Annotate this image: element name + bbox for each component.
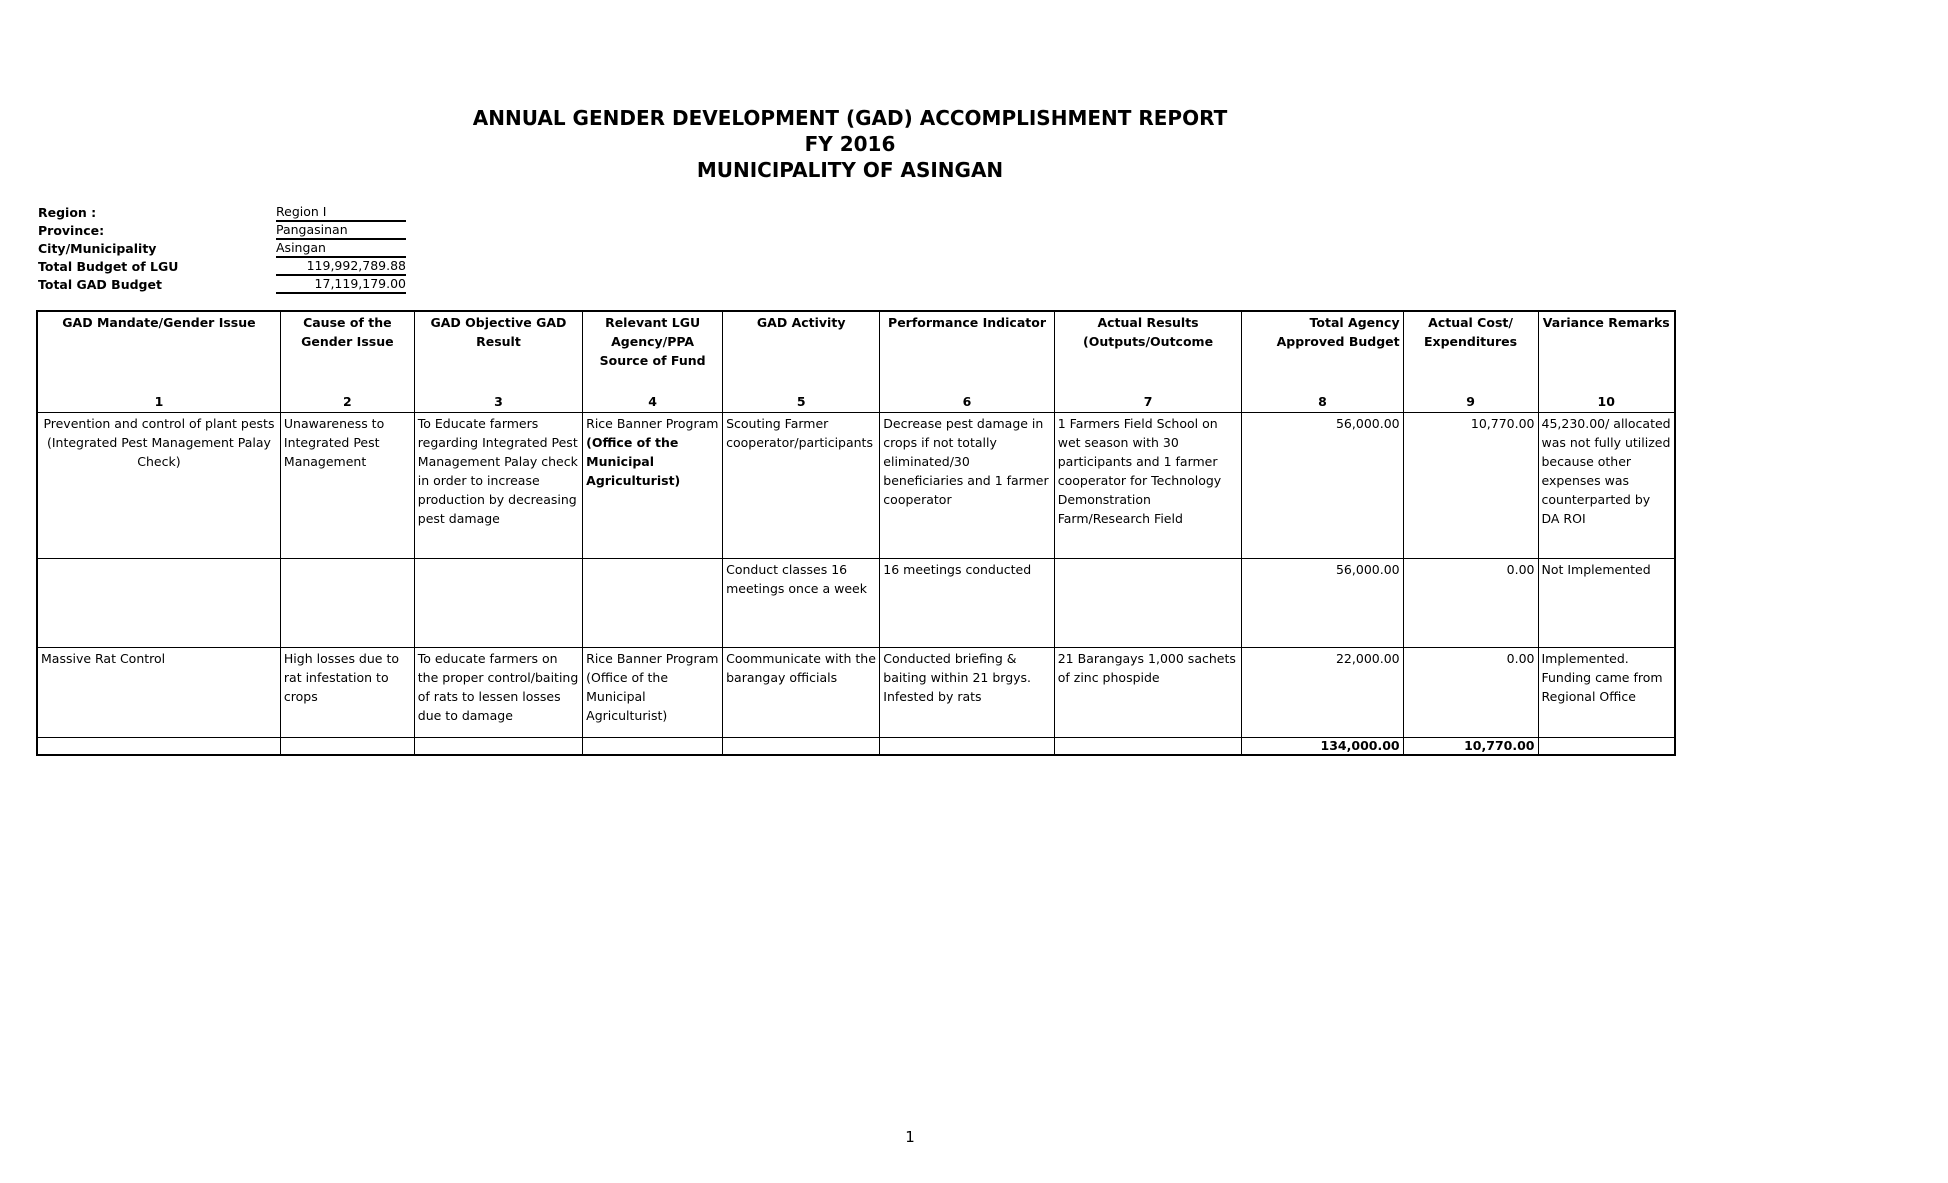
cell-activity: Coommunicate with the barangay officials: [723, 648, 880, 738]
cell-cost: 10,770.00: [1403, 413, 1538, 559]
table-row: [37, 559, 1675, 648]
info-label: City/Municipality: [38, 241, 157, 256]
column-number-row: [37, 391, 1675, 413]
lgu-info: [38, 204, 438, 294]
cell-indicator: Conducted briefing & baiting within 21 brgys. Infested by rats: [880, 648, 1054, 738]
report-title: [420, 105, 1280, 183]
info-value: 17,119,179.00: [276, 276, 406, 294]
cell-indicator: 16 meetings conducted: [880, 559, 1054, 648]
cell-mandate: Prevention and control of plant pests (Integrated Pest Management Palay Check): [37, 413, 280, 559]
cell-cause: High losses due to rat infestation to crops: [280, 648, 414, 738]
info-row-province: [38, 222, 438, 240]
accomplishment-table: [36, 310, 1676, 756]
info-row-gad-budget: [38, 276, 438, 294]
column-header: Actual Results (Outputs/Outcome: [1054, 311, 1242, 391]
cell-budget: 22,000.00: [1242, 648, 1403, 738]
info-label: Total GAD Budget: [38, 277, 162, 292]
column-header: Performance Indicator: [880, 311, 1054, 391]
cell-agency: [583, 559, 723, 648]
title-line-1: ANNUAL GENDER DEVELOPMENT (GAD) ACCOMPLISHMENT REPORT: [472, 106, 1228, 130]
column-header: Relevant LGU Agency/PPA Source of Fund: [583, 311, 723, 391]
cell-cost: 0.00: [1403, 648, 1538, 738]
info-value: 119,992,789.88: [276, 258, 406, 276]
cell-mandate: Massive Rat Control: [37, 648, 280, 738]
page-number: 1: [905, 1128, 915, 1146]
title-line-3: MUNICIPALITY OF ASINGAN: [696, 158, 1004, 182]
column-number: 8: [1242, 391, 1403, 413]
column-header: Actual Cost/ Expenditures: [1403, 311, 1538, 391]
total-budget: 134,000.00: [1242, 738, 1403, 756]
cell-budget: 56,000.00: [1242, 559, 1403, 648]
cell-budget: 56,000.00: [1242, 413, 1403, 559]
info-value: Pangasinan: [276, 222, 406, 240]
cell-remarks: 45,230.00/ allocated was not fully utilized because other expenses was counterparted by DA ROI: [1538, 413, 1675, 559]
table-row: [37, 413, 1675, 559]
column-number: 10: [1538, 391, 1675, 413]
column-header: Cause of the Gender Issue: [280, 311, 414, 391]
cell-cause: [280, 559, 414, 648]
column-header: GAD Activity: [723, 311, 880, 391]
total-cost: 10,770.00: [1403, 738, 1538, 756]
cell-remarks: Implemented. Funding came from Regional Office: [1538, 648, 1675, 738]
cell-activity: Conduct classes 16 meetings once a week: [723, 559, 880, 648]
cell-empty: [723, 738, 880, 756]
cell-empty: [1538, 738, 1675, 756]
info-value: Asingan: [276, 240, 406, 258]
cell-mandate: [37, 559, 280, 648]
agency-text: Rice Banner Program: [586, 416, 719, 431]
cell-agency: [583, 413, 723, 559]
info-label: Province:: [38, 223, 105, 238]
info-row-municipality: [38, 240, 438, 258]
info-row-region: [38, 204, 438, 222]
cell-cost: 0.00: [1403, 559, 1538, 648]
column-header: GAD Objective GAD Result: [414, 311, 582, 391]
column-number: 7: [1054, 391, 1242, 413]
title-line-2: FY 2016: [804, 132, 896, 156]
cell-objective: [414, 559, 582, 648]
column-number: 1: [37, 391, 280, 413]
agency-office: (Office of the Municipal Agriculturist): [586, 435, 681, 488]
cell-empty: [583, 738, 723, 756]
column-number: 3: [414, 391, 582, 413]
cell-empty: [280, 738, 414, 756]
totals-row: [37, 738, 1675, 756]
cell-indicator: Decrease pest damage in crops if not totally eliminated/30 beneficiaries and 1 farmer cooperator: [880, 413, 1054, 559]
cell-objective: To Educate farmers regarding Integrated Pest Management Palay check in order to increase production by decreasing pest damage: [414, 413, 582, 559]
info-row-lgu-budget: [38, 258, 438, 276]
column-header: Total Agency Approved Budget: [1242, 311, 1403, 391]
info-value: Region I: [276, 204, 406, 222]
info-label: Total Budget of LGU: [38, 259, 179, 274]
column-number: 6: [880, 391, 1054, 413]
cell-empty: [1054, 738, 1242, 756]
cell-agency: Rice Banner Program (Office of the Municipal Agriculturist): [583, 648, 723, 738]
column-number: 2: [280, 391, 414, 413]
cell-objective: To educate farmers on the proper control/baiting of rats to lessen losses due to damage: [414, 648, 582, 738]
cell-results: 21 Barangays 1,000 sachets of zinc phospide: [1054, 648, 1242, 738]
cell-empty: [37, 738, 280, 756]
cell-empty: [880, 738, 1054, 756]
cell-empty: [414, 738, 582, 756]
column-number: 9: [1403, 391, 1538, 413]
cell-remarks: Not Implemented: [1538, 559, 1675, 648]
column-header: Variance Remarks: [1538, 311, 1675, 391]
cell-results: 1 Farmers Field School on wet season with 30 participants and 1 farmer cooperator for Technology Demonstration Farm/Research Field: [1054, 413, 1242, 559]
cell-activity: Scouting Farmer cooperator/participants: [723, 413, 880, 559]
column-number: 4: [583, 391, 723, 413]
table-header-row: [37, 311, 1675, 391]
table-row: [37, 648, 1675, 738]
column-number: 5: [723, 391, 880, 413]
cell-cause: Unawareness to Integrated Pest Management: [280, 413, 414, 559]
info-label: Region :: [38, 205, 97, 220]
column-header: GAD Mandate/Gender Issue: [37, 311, 280, 391]
cell-results: [1054, 559, 1242, 648]
